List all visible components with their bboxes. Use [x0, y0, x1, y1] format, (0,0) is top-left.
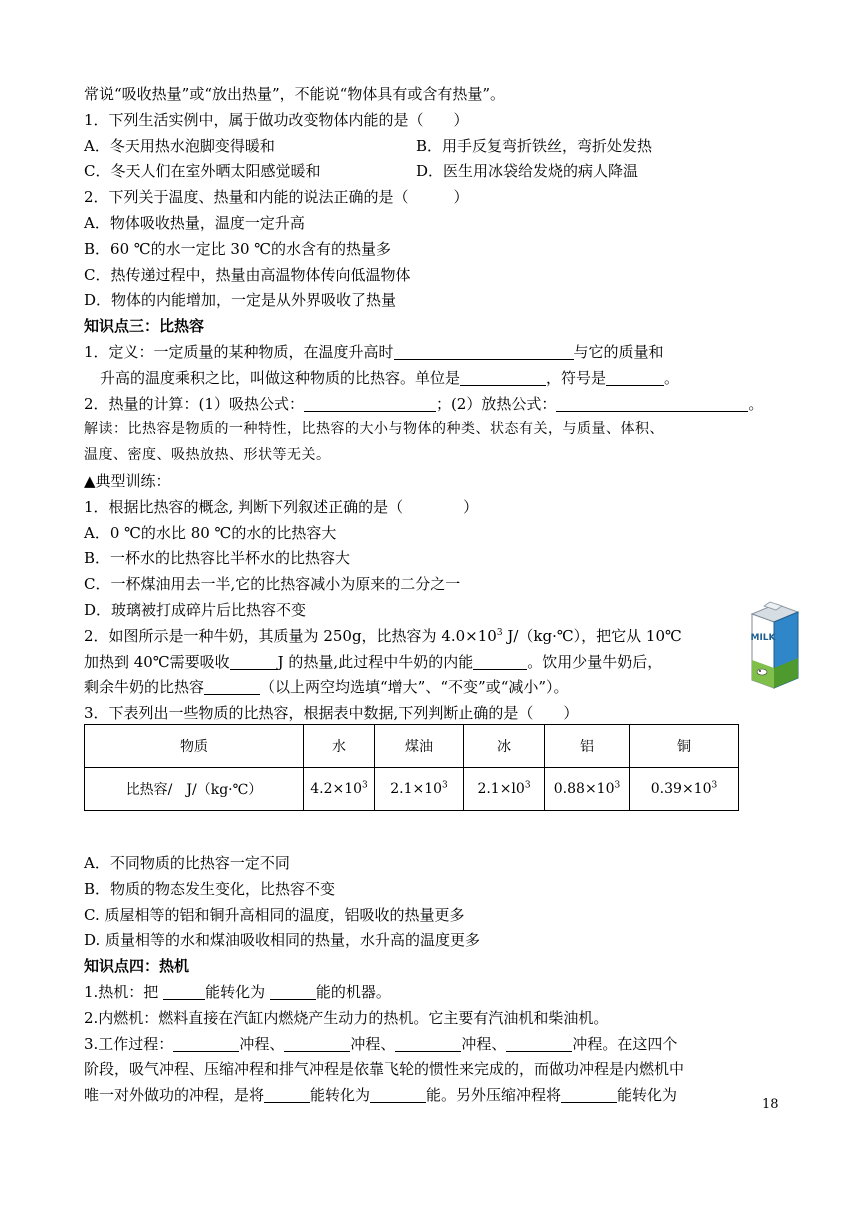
t1-stem: 1．根据比热容的概念, 判断下列叙述正确的是（ ） — [84, 497, 479, 516]
page-number: 18 — [762, 1097, 779, 1112]
t1-option-a: A．0 ℃的水比 80 ℃的水的比热容大 — [84, 523, 337, 542]
page-content — [84, 82, 784, 1109]
q2-option-d: D．物体的内能增加，一定是从外界吸收了热量 — [84, 291, 397, 310]
work-process-line-1 — [84, 1032, 784, 1058]
power-stroke-to-blank[interactable] — [370, 1086, 426, 1103]
table-row-label: 比热容/ J/（kg·℃） — [85, 768, 304, 811]
table-header-cell: 煤油 — [375, 725, 464, 768]
table-exponent: 3 — [524, 780, 531, 791]
heat-calc-text-a: 2．热量的计算：(1）吸热公式： — [84, 394, 304, 413]
t3-option-a: A．不同物质的比热容一定不同 — [84, 853, 290, 872]
engine-energy-to-blank[interactable] — [270, 983, 316, 1000]
t3-option-c: C. 质屋相等的铝和铜升高相同的温度，铝吸收的热量更多 — [84, 905, 465, 924]
work-process-text-e: 冲程。在这四个 — [572, 1034, 678, 1053]
definition-text-2a: 升高的温度乘积之比，叫做这种物质的比热容。单位是 — [100, 368, 461, 387]
t3-stem: 3．下表列出一些物质的比热容，根据表中数据,下列判断止确的是（ ） — [84, 704, 579, 723]
table-exponent: 3 — [362, 780, 368, 791]
t2-line-1 — [84, 624, 784, 650]
section4-heading: 知识点四：热机 — [84, 957, 190, 976]
work-process-text-5d: 能转化为 — [617, 1086, 678, 1105]
table-header-label: 物质 — [85, 725, 304, 768]
intro-line: 常说“吸收热量”或“放出热量”，不能说“物体具有或含有热量”。 — [84, 85, 506, 103]
work-process-text-c: 冲程、 — [350, 1034, 396, 1053]
heat-calc-text-b: ；(2）放热公式： — [435, 394, 557, 413]
section3-heading: 知识点三：比热容 — [84, 317, 205, 336]
t2-text-1a: 2．如图所示是一种牛奶，其质量为 250g，比热容为 4.0×10 — [84, 626, 497, 645]
work-process-text-5c: 能。另外压缩冲程将 — [426, 1086, 562, 1105]
t2-line-2 — [84, 650, 784, 676]
q1-options-ab — [84, 134, 784, 160]
compression-from-blank[interactable] — [561, 1086, 617, 1103]
table-value-cell — [464, 768, 545, 811]
definition-blank-1[interactable] — [394, 343, 574, 360]
remaining-heat-capacity-blank[interactable] — [204, 678, 260, 695]
t1-option-d: D．玻璃被打成碎片后比热容不变 — [84, 600, 307, 619]
work-process-text-a: 3.工作过程： — [84, 1034, 174, 1053]
q1-option-d: D．医生用冰袋给发烧的病人降温 — [416, 162, 639, 181]
table-exponent: 3 — [614, 780, 621, 791]
table-value: 0.88×10 — [553, 781, 615, 797]
stroke-blank-3[interactable] — [395, 1035, 461, 1052]
table-value-cell — [304, 768, 375, 811]
table-value-cell — [375, 768, 464, 811]
engine-energy-from-blank[interactable] — [163, 983, 205, 1000]
heat-capacity-table — [84, 724, 739, 811]
t1-option-b: B．一杯水的比热容比半杯水的比热容大 — [84, 549, 351, 568]
q1-options-cd — [84, 159, 784, 185]
t3-option-b: B．物质的物态发生变化，比热容不变 — [84, 879, 336, 898]
table-value-row — [85, 768, 739, 811]
q2-stem: 2．下列关于温度、热量和内能的说法正确的是（ ） — [84, 188, 469, 207]
t1-option-c: C．一杯煤油用去一半,它的比热容减小为原来的二分之一 — [84, 575, 461, 594]
t2-text-1b: J/（kg·℃），把它从 10℃ — [502, 626, 682, 645]
work-process-line-2: 阶段，吸气冲程、压缩冲程和排气冲程是依靠飞轮的惯性来完成的，而做功冲程是内燃机中 — [84, 1060, 685, 1079]
t2-text-2a: 加热到 40℃需要吸收 — [84, 652, 230, 671]
heat-engine-text-c: 能的机器。 — [315, 982, 391, 1001]
table-exponent: 3 — [442, 780, 448, 791]
milk-carton-image — [742, 600, 802, 692]
table-exponent: 3 — [711, 780, 718, 791]
work-process-text-5b: 能转化为 — [310, 1086, 371, 1105]
heat-calc-line — [84, 392, 784, 418]
t2-text-2c: 。饮用少量牛奶后， — [527, 652, 663, 671]
table-header-cell: 冰 — [464, 725, 545, 768]
training-heading: ▲典型训练： — [84, 471, 171, 490]
internal-energy-blank[interactable] — [473, 653, 527, 670]
t2-line-3 — [84, 675, 784, 701]
power-stroke-from-blank[interactable] — [264, 1086, 310, 1103]
heat-engine-line — [84, 980, 784, 1006]
heat-engine-text-a: 1.热机：把 — [84, 982, 164, 1001]
table-header-cell: 水 — [304, 725, 375, 768]
q2-option-c: C．热传递过程中，热量由高温物体传向低温物体 — [84, 265, 411, 284]
table-header-cell: 铝 — [545, 725, 630, 768]
stroke-blank-4[interactable] — [506, 1035, 572, 1052]
definition-text-1b: 与它的质量和 — [573, 342, 664, 361]
t2-exponent: 3 — [496, 627, 503, 638]
t2-text-3b: （以上两空均选填“增大”、“不变”或“减小”）。 — [260, 678, 569, 697]
q1-option-b: B．用手反复弯折铁丝，弯折处发热 — [416, 136, 653, 155]
stroke-blank-1[interactable] — [173, 1035, 239, 1052]
stroke-blank-2[interactable] — [284, 1035, 350, 1052]
combustion-engine-line: 2.内燃机：燃料直接在汽缸内燃烧产生动力的热机。它主要有汽油机和柴油机。 — [84, 1008, 609, 1027]
table-value: 0.39×10 — [650, 781, 712, 797]
table-value: 4.2×10 — [310, 781, 363, 797]
heat-engine-text-b: 能转化为 — [205, 982, 270, 1001]
table-header-row — [85, 725, 739, 768]
symbol-blank[interactable] — [606, 369, 664, 386]
q1-option-c: C．冬天人们在室外晒太阳感觉暖和 — [84, 162, 321, 181]
note-line-1: 解读：比热容是物质的一种特性，比热容的大小与物体的种类、状态有关，与质量、体积、 — [84, 421, 664, 438]
table-value: 2.1×10 — [390, 781, 443, 797]
work-process-text-5a: 唯一对外做功的冲程，是将 — [84, 1086, 265, 1105]
milk-label: MILK — [750, 633, 776, 643]
t3-option-d: D. 质量相等的水和煤油吸收相同的热量，水升高的温度更多 — [84, 931, 481, 950]
heat-calc-text-c: 。 — [748, 394, 764, 413]
definition-text-2c: 。 — [664, 368, 680, 387]
definition-line-1 — [84, 340, 784, 366]
q1-option-a: A．冬天用热水泡脚变得暖和 — [84, 136, 275, 155]
table-value-cell — [630, 768, 739, 811]
q2-option-a: A．物体吸收热量，温度一定升高 — [84, 213, 305, 232]
table-value: 2.1×l0 — [477, 781, 525, 797]
work-process-text-b: 冲程、 — [239, 1034, 285, 1053]
t2-text-3a: 剩余牛奶的比热容 — [84, 678, 205, 697]
note-line-2: 温度、密度、吸热放热、形状等无关。 — [84, 447, 331, 464]
definition-line-2 — [84, 366, 784, 392]
release-formula-blank[interactable] — [556, 395, 748, 412]
unit-blank[interactable] — [460, 369, 546, 386]
q1-stem: 1．下列生活实例中，属于做功改变物体内能的是（ ） — [84, 110, 469, 129]
t2-text-2b: J 的热量,此过程中牛奶的内能 — [277, 652, 474, 671]
absorb-formula-blank[interactable] — [304, 395, 436, 412]
table-header-cell: 铜 — [630, 725, 739, 768]
table-value-cell — [545, 768, 630, 811]
q2-option-b: B．60 ℃的水一定比 30 ℃的水含有的热量多 — [84, 239, 392, 258]
definition-text-1a: 1．定义：一定质量的某种物质，在温度升高时 — [84, 342, 394, 361]
work-process-text-d: 冲程、 — [461, 1034, 507, 1053]
work-process-line-3 — [84, 1083, 784, 1109]
heat-absorbed-blank[interactable] — [230, 653, 278, 670]
definition-text-2b: ，符号是 — [546, 368, 607, 387]
